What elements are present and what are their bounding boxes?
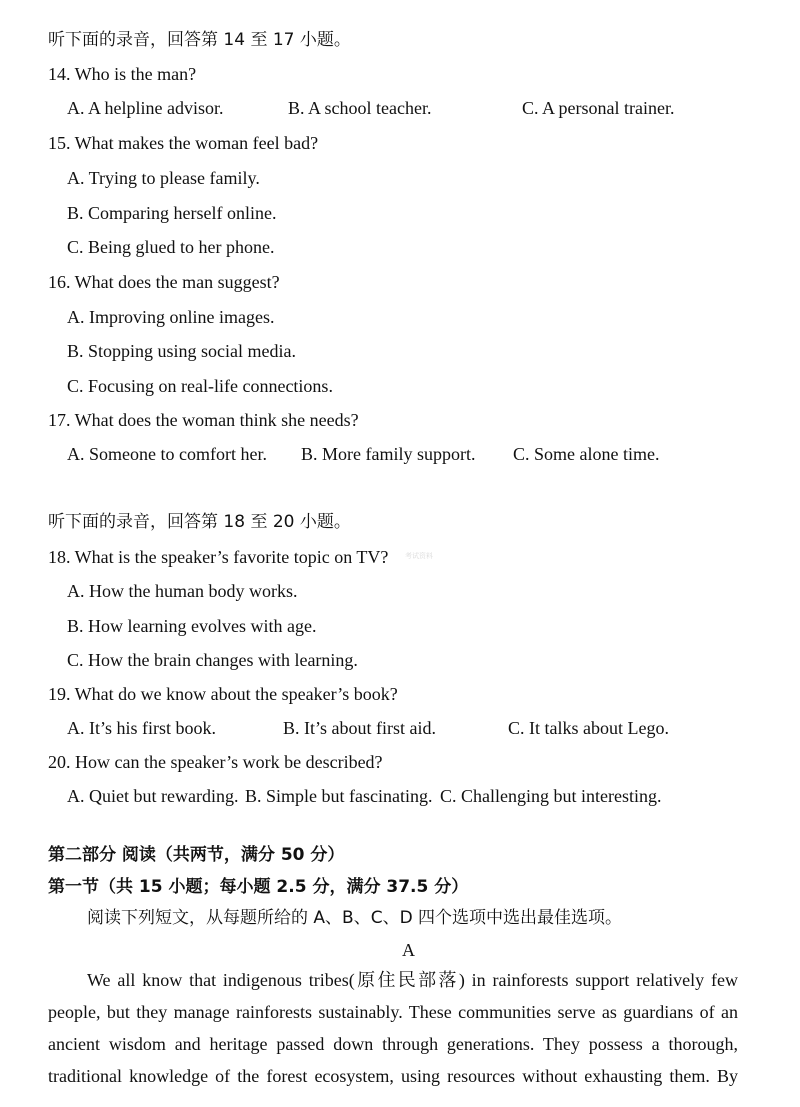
listening-intro-18-20: 听下面的录音，回答第 18 至 20 小题。 [48,512,351,532]
question-16-option-b: B. Stopping using social media. [67,341,296,361]
question-15-option-a: A. Trying to please family. [67,168,260,188]
reading-instruction: 阅读下列短文，从每题所给的 A、B、C、D 四个选项中选出最佳选项。 [87,908,623,928]
question-19-option-a: A. It’s his first book. [67,718,217,738]
watermark: 考试资料 [405,552,433,560]
passage-line-4: traditional knowledge of the forest ecosystem, using resources without exhausting them. By [48,1066,738,1086]
question-19-option-b: B. It’s about first aid. [283,718,436,738]
passage-line-2: people, but they manage rainforests sustainably. These communities serve as guardians of an [48,1002,738,1022]
question-20-option-a: A. Quiet but rewarding. [67,786,239,806]
part-two-title: 第二部分 阅读（共两节，满分 50 分） [48,845,345,865]
question-14-stem: 14. Who is the man? [48,64,197,84]
question-18-stem: 18. What is the speaker’s favorite topic on TV? [48,547,389,567]
question-18-option-b: B. How learning evolves with age. [67,616,317,636]
question-20-option-c: C. Challenging but interesting. [440,786,662,806]
question-20-stem: 20. How can the speaker’s work be described? [48,752,383,772]
question-15-option-c: C. Being glued to her phone. [67,237,275,257]
question-16-option-c: C. Focusing on real-life connections. [67,376,333,396]
question-20-option-b: B. Simple but fascinating. [245,786,433,806]
question-19-option-c: C. It talks about Lego. [508,718,669,738]
passage-line-3: ancient wisdom and heritage passed down through generations. They possess a thorough, [48,1034,738,1054]
passage-line-1: We all know that indigenous tribes(原住民部落) in rainforests support relatively few [87,970,738,990]
question-17-option-b: B. More family support. [301,444,476,464]
question-18-option-a: A. How the human body works. [67,581,298,601]
question-19-stem: 19. What do we know about the speaker’s book? [48,684,398,704]
question-15-stem: 15. What makes the woman feel bad? [48,133,319,153]
question-14-option-b: B. A school teacher. [288,98,432,118]
listening-intro-14-17: 听下面的录音，回答第 14 至 17 小题。 [48,30,351,50]
question-14-option-c: C. A personal trainer. [522,98,675,118]
question-15-option-b: B. Comparing herself online. [67,203,277,223]
question-14-option-a: A. A helpline advisor. [67,98,224,118]
question-16-option-a: A. Improving online images. [67,307,275,327]
question-17-option-c: C. Some alone time. [513,444,660,464]
question-17-option-a: A. Someone to comfort her. [67,444,267,464]
section-one-title: 第一节（共 15 小题；每小题 2.5 分，满分 37.5 分） [48,877,469,897]
question-18-option-c: C. How the brain changes with learning. [67,650,358,670]
passage-label: A [402,940,415,960]
question-17-stem: 17. What does the woman think she needs? [48,410,359,430]
question-16-stem: 16. What does the man suggest? [48,272,280,292]
